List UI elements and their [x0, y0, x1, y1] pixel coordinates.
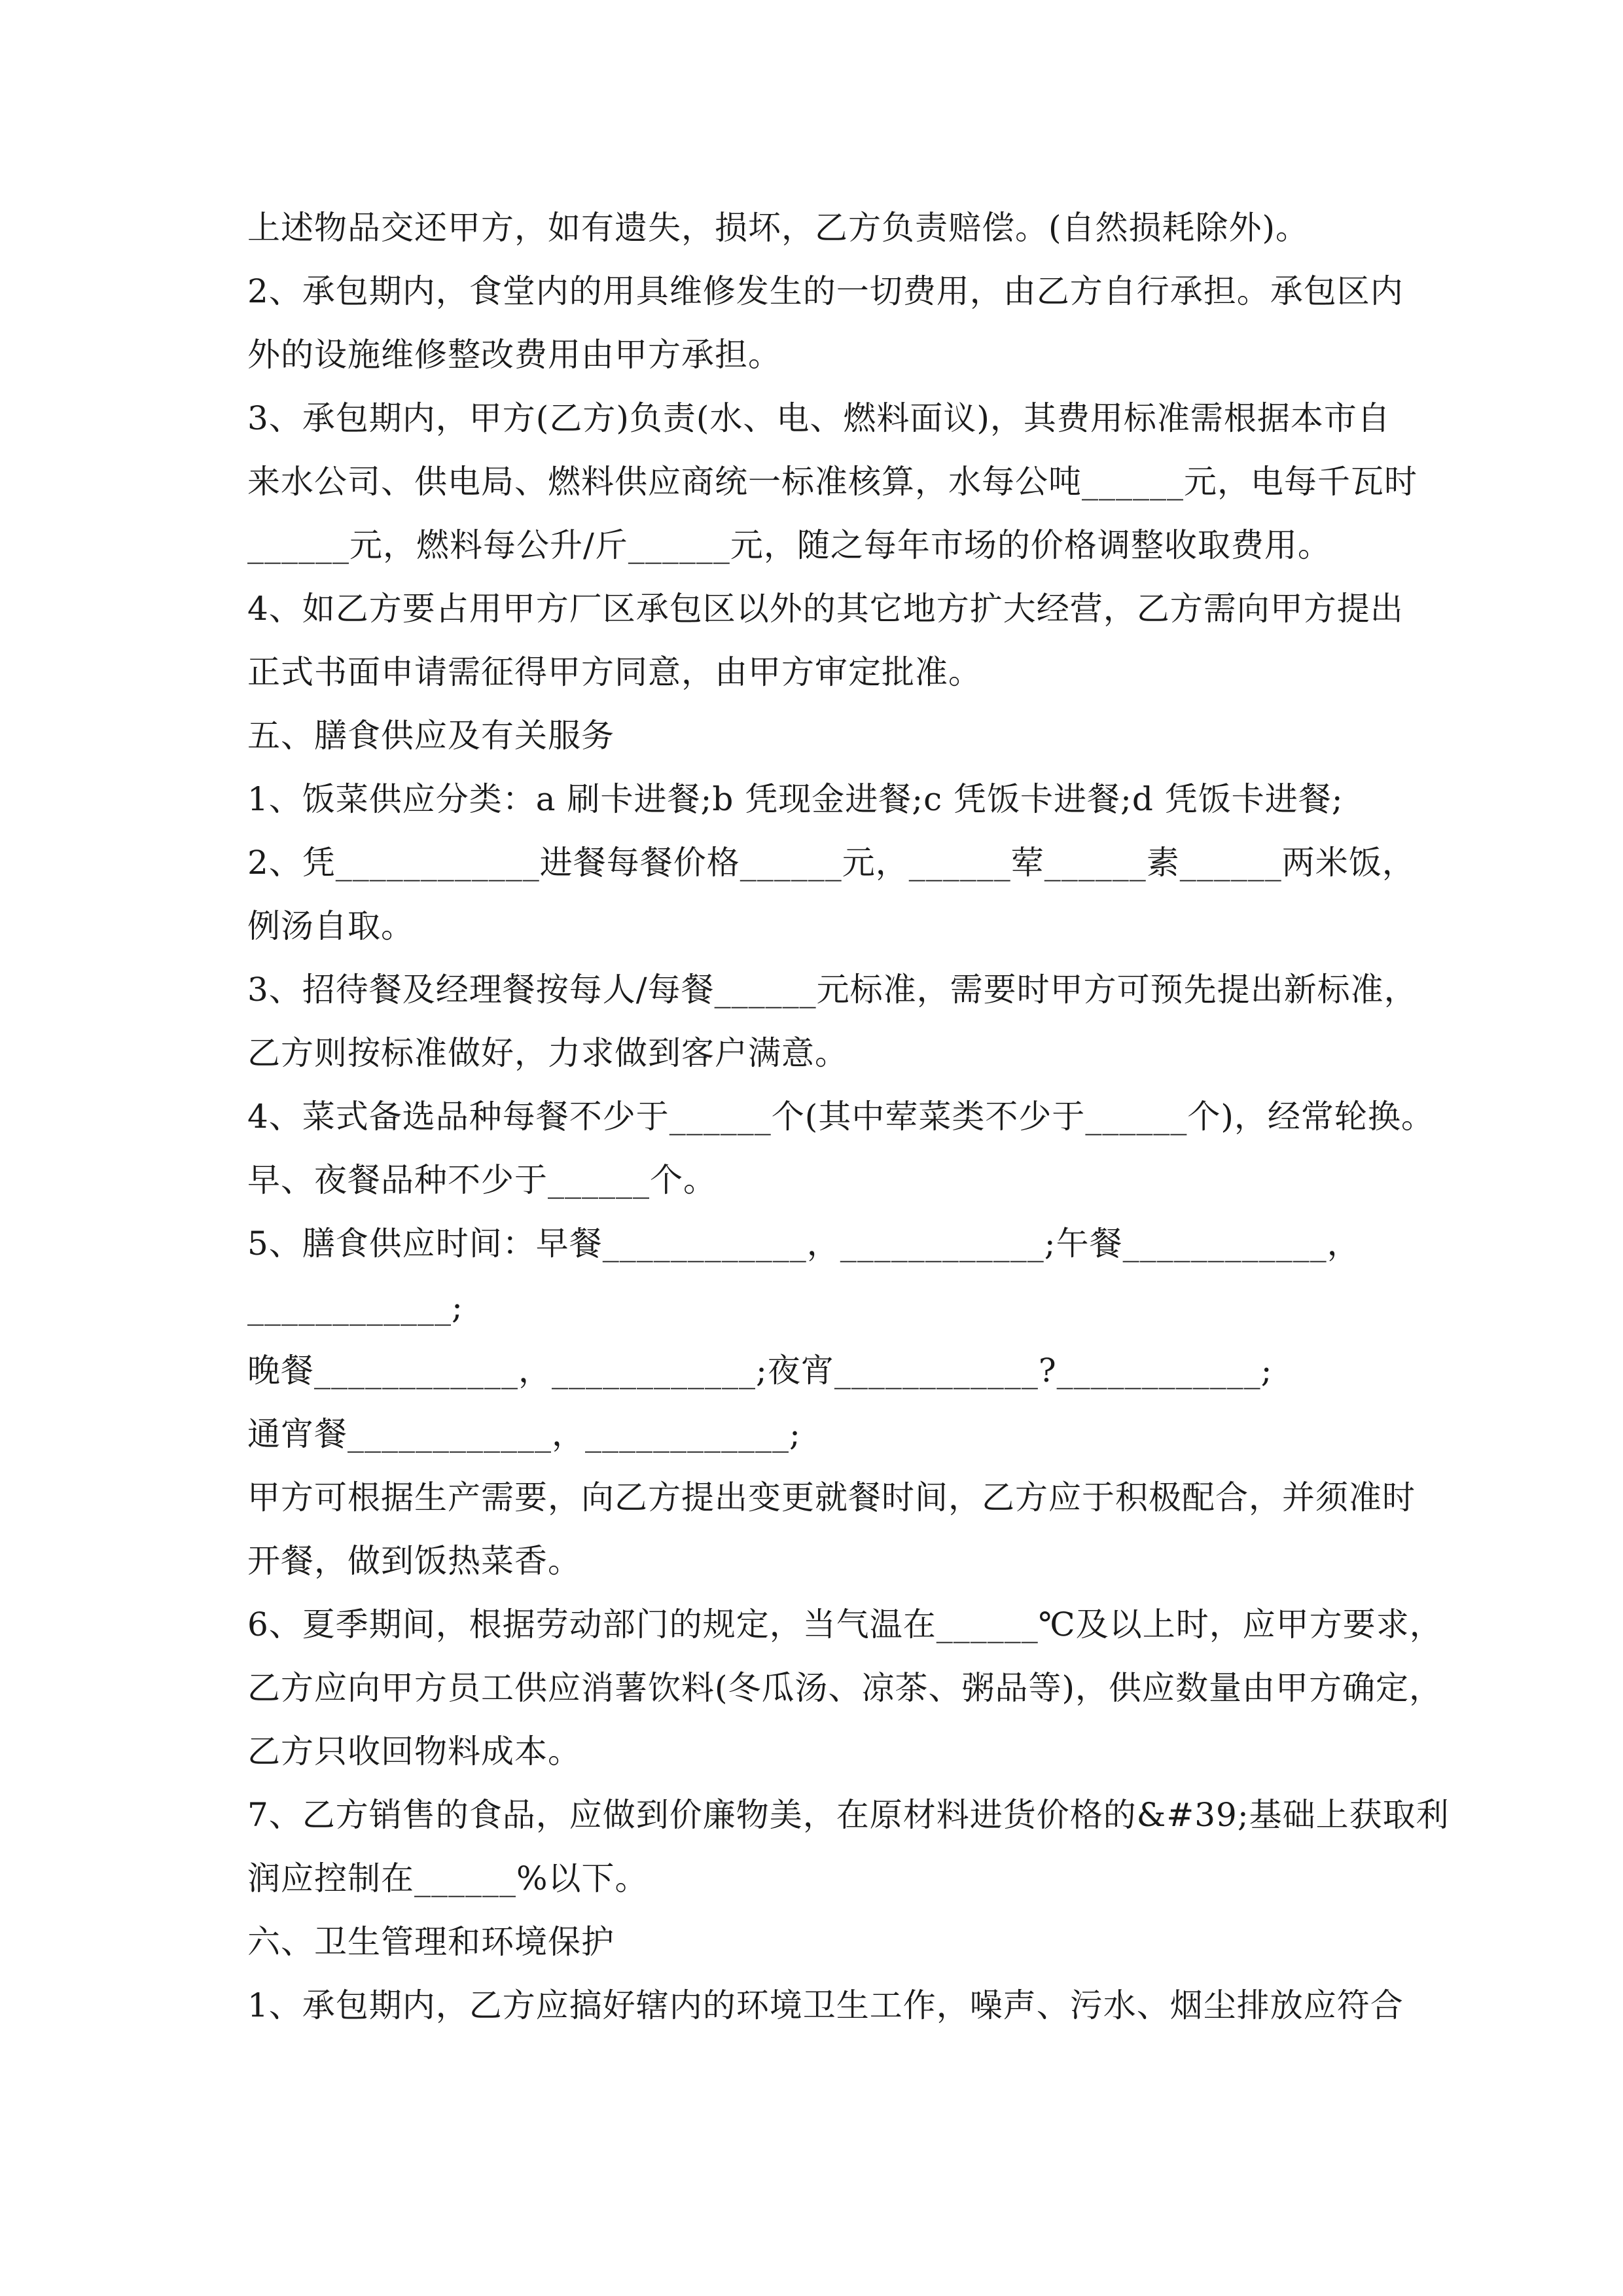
text-line: 润应控制在______%以下。 — [247, 1859, 649, 1897]
text-line: 来水公司、供电局、燃料供应商统一标准核算，水每公吨______元，电每千瓦时 — [247, 463, 1418, 501]
text-line: 2、承包期内，食堂内的用具维修发生的一切费用，由乙方自行承担。承包区内 — [247, 272, 1404, 310]
text-line: 7、乙方销售的食品，应做到价廉物美，在原材料进货价格的&#39;基础上获取利 — [247, 1796, 1450, 1834]
text-line: 通宵餐____________，____________; — [247, 1415, 801, 1453]
text-line: 早、夜餐品种不少于______个。 — [247, 1161, 717, 1199]
text-line: ______元，燃料每公升/斤______元，随之每年市场的价格调整收取费用。 — [247, 526, 1331, 564]
text-line: 3、招待餐及经理餐按每人/每餐______元标准，需要时甲方可预先提出新标准， — [247, 971, 1418, 1009]
text-line: 甲方可根据生产需要，向乙方提出变更就餐时间，乙方应于积极配合，并须准时 — [247, 1479, 1416, 1516]
text-line: 外的设施维修整改费用由甲方承担。 — [247, 336, 781, 374]
text-line: 乙方应向甲方员工供应消薯饮料(冬瓜汤、凉茶、粥品等)，供应数量由甲方确定， — [247, 1669, 1443, 1707]
text-line: 1、承包期内，乙方应搞好辖内的环境卫生工作，噪声、污水、烟尘排放应符合 — [247, 1986, 1404, 2024]
text-line: 2、凭____________进餐每餐价格______元，______荤______素______两米饭， — [247, 844, 1416, 882]
text-line: 乙方只收回物料成本。 — [247, 1732, 581, 1770]
text-line: 3、承包期内，甲方(乙方)负责(水、电、燃料面议)，其费用标准需根据本市自 — [247, 399, 1391, 437]
text-line: 4、如乙方要占用甲方厂区承包区以外的其它地方扩大经营，乙方需向甲方提出 — [247, 590, 1404, 628]
text-line: 开餐，做到饭热菜香。 — [247, 1542, 581, 1580]
text-line: 例汤自取。 — [247, 907, 414, 945]
text-line: 6、夏季期间，根据劳动部门的规定，当气温在______℃及以上时，应甲方要求， — [247, 1605, 1443, 1643]
document-body — [247, 196, 1450, 2037]
text-line: 正式书面申请需征得甲方同意，由甲方审定批准。 — [247, 653, 982, 691]
text-line: 晚餐____________，____________;夜宵____________?____________; — [247, 1352, 1273, 1390]
text-line: ____________; — [247, 1288, 463, 1326]
section-heading: 六、卫生管理和环境保护 — [247, 1923, 615, 1961]
text-line: 4、菜式备选品种每餐不少于______个(其中荤菜类不少于______个)，经常轮换。 — [247, 1098, 1435, 1136]
text-line: 上述物品交还甲方，如有遗失，损坏，乙方负责赔偿。(自然损耗除外)。 — [247, 209, 1310, 247]
section-heading: 五、膳食供应及有关服务 — [247, 717, 615, 755]
text-line: 乙方则按标准做好，力求做到客户满意。 — [247, 1034, 848, 1072]
text-line: 1、饭菜供应分类：a 刷卡进餐;b 凭现金进餐;c 凭饭卡进餐;d 凭饭卡进餐; — [247, 780, 1344, 818]
text-line: 5、膳食供应时间：早餐____________，____________;午餐____________， — [247, 1225, 1361, 1263]
